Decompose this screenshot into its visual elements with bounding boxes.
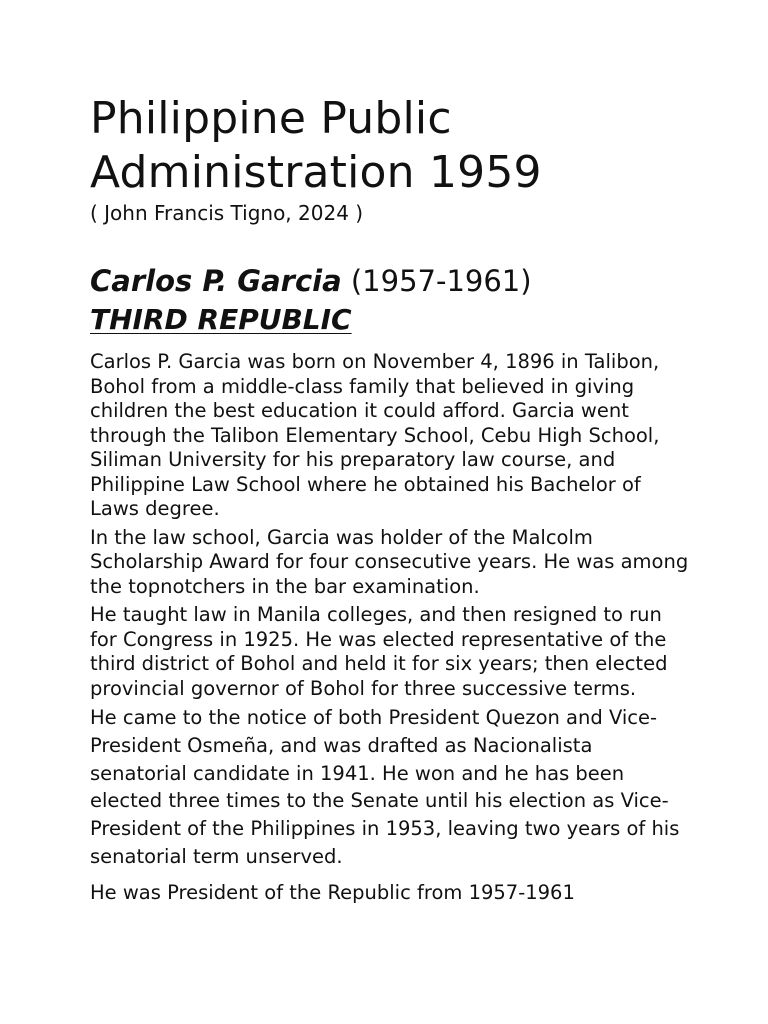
title-line-1: Philippine Public — [90, 93, 452, 144]
document-title — [90, 92, 690, 200]
president-heading — [90, 262, 690, 300]
paragraph-law-school: In the law school, Garcia was holder of the Malcolm Scholarship Award for four consecutive years. He was among the topnotchers in the bar examination. — [90, 525, 689, 598]
paragraph-senate-career: He came to the notice of both President Quezon and Vice-President Osmeña, and was drafted as Nacionalista senatorial candidate in 1941. He won and he has been elected three times to the Senate until his election as Vice-President of the Philippines in 1953, leaving two years of his senatorial term unserved. — [90, 706, 680, 868]
author-byline: ( John Francis Tigno, 2024 ) — [90, 201, 364, 225]
president-years: (1957-1961) — [350, 264, 532, 298]
paragraph-presidency: He was President of the Republic from 1957-1961 — [90, 880, 575, 904]
title-line-2: Administration 1959 — [90, 147, 542, 198]
president-name: Carlos P. Garcia — [90, 264, 342, 298]
era-subheading: THIRD REPUBLIC — [90, 303, 352, 336]
paragraph-early-life: Carlos P. Garcia was born on November 4, 1896 in Talibon, Bohol from a middle-class family that believed in giving children the best education it could afford. Garcia went through the Talibon Elementary School, Cebu High School, Siliman University for his preparatory law course, and Philippine Law School where he obtained his Bachelor of Laws degree. — [90, 350, 660, 520]
paragraph-early-career: He taught law in Manila colleges, and then resigned to run for Congress in 1925. He was elected representative of the third district of Bohol and held it for six years; then elected provincial governor of Bohol for three successive terms. — [90, 603, 668, 700]
document-page — [90, 92, 690, 905]
